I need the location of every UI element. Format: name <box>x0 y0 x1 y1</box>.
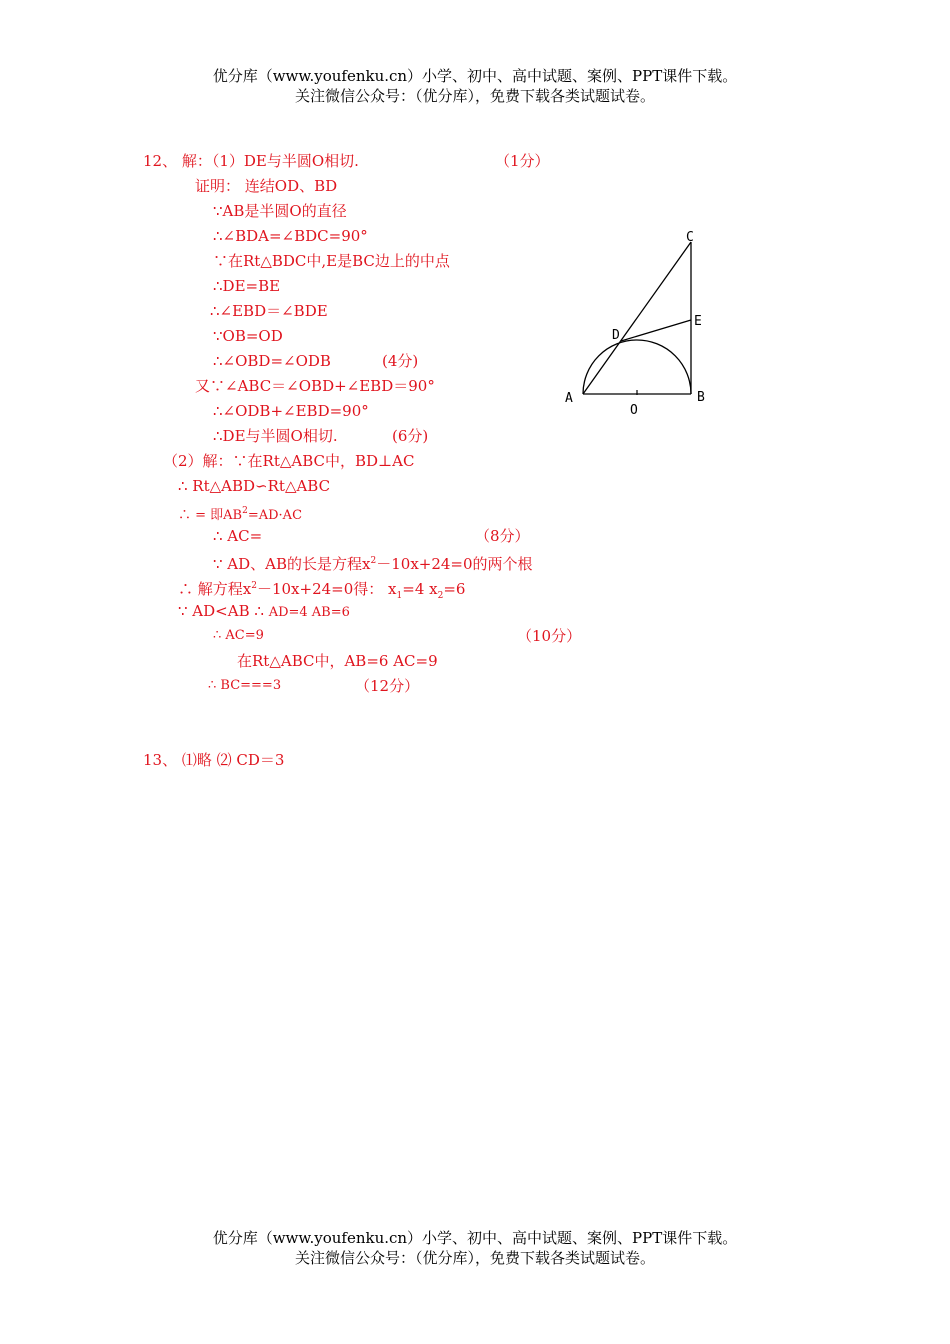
line-ac <box>583 242 691 394</box>
q12-part2-line-7-b: AD=4 AB=6 <box>268 605 350 620</box>
q12-part2-line-8-score: （10分） <box>517 627 582 645</box>
q12-line-11: ∴∠ODB+∠EBD=90° <box>213 402 369 420</box>
q12-part2-line-6-b: －10x+24=0得： x <box>256 580 397 598</box>
q12-line-7: ∴∠EBD＝∠BDE <box>210 302 328 320</box>
q12-part2-line-7-a: ∵ AD<AB ∴ <box>178 602 269 620</box>
q12-line-1-score: （1分） <box>495 152 550 170</box>
header-line-1: 优分库（www.youfenku.cn）小学、初中、高中试题、案例、PPT课件下载。 <box>212 67 738 85</box>
q12-line-2: 证明： 连结OD、BD <box>195 177 338 195</box>
label-e: E <box>694 314 702 329</box>
q12-part2-line-6-sub1: 1 <box>396 591 403 601</box>
q12-line-9: ∴∠OBD=∠ODB <box>213 352 331 370</box>
label-c: C <box>686 230 694 245</box>
q12-part2-line-5-b: －10x+24=0的两个根 <box>376 555 533 573</box>
q12-line-12: ∴DE与半圆O相切. <box>213 427 338 445</box>
label-o: O <box>630 403 638 415</box>
q12-part2-line-2: ∴ Rt△ABD∽Rt△ABC <box>178 477 331 495</box>
q12-line-1: 12、 解：（1）DE与半圆O相切. <box>143 152 359 170</box>
q12-part2-line-4-score: （8分） <box>475 527 530 545</box>
footer-line-2: 关注微信公众号：（优分库），免费下载各类试题试卷。 <box>294 1249 655 1267</box>
label-d: D <box>612 328 620 343</box>
q12-line-12-score: (6分) <box>392 427 429 445</box>
q12-part2-line-5-a: ∵ AD、AB的长是方程x <box>213 555 371 573</box>
q12-part2-line-7 <box>178 600 350 624</box>
q12-line-6: ∴DE=BE <box>213 277 281 295</box>
line-de <box>621 320 691 341</box>
q12-part2-line-6-a: ∴ 解方程x <box>178 580 252 598</box>
q12-part2-line-3-a: ∴ = 即AB <box>178 508 243 523</box>
q12-line-10: 又∵∠ABC＝∠OBD+∠EBD＝90° <box>195 377 435 395</box>
q12-part2-line-6-sup: 2 <box>251 581 257 591</box>
q12-part2-line-3-b: =AD·AC <box>247 508 303 523</box>
q12-part2-line-3 <box>178 500 302 527</box>
label-b: B <box>697 390 705 405</box>
q12-part2-line-8: ∴ AC=9 <box>213 628 264 643</box>
q12-part2-line-9: 在Rt△ABC中，AB=6 AC=9 <box>237 652 438 670</box>
footer-line-1: 优分库（www.youfenku.cn）小学、初中、高中试题、案例、PPT课件下载。 <box>212 1229 738 1247</box>
q12-part2-line-6-sub2: 2 <box>437 591 444 601</box>
header-line-2: 关注微信公众号：（优分库），免费下载各类试题试卷。 <box>294 87 655 105</box>
q12-part2-line-3-sup: 2 <box>242 506 248 516</box>
geometry-figure <box>555 225 720 415</box>
q12-part2-line-5-sup: 2 <box>370 556 377 566</box>
semicircle-arc <box>583 340 691 394</box>
q12-line-3: ∵AB是半圆O的直径 <box>213 202 347 220</box>
q12-line-5: ∵在Rt△BDC中,E是BC边上的中点 <box>213 252 450 270</box>
q12-part2-line-1: （2）解：∵在Rt△ABC中，BD⊥AC <box>163 452 415 470</box>
q12-part2-line-4: ∴ AC= <box>213 527 263 545</box>
q12-part2-line-6-c: =4 x <box>402 580 438 598</box>
q12-part2-line-5 <box>213 550 533 575</box>
q12-part2-line-10: ∴ BC===3 <box>208 678 282 693</box>
label-a: A <box>565 391 573 406</box>
q12-line-4: ∴∠BDA=∠BDC=90° <box>213 227 368 245</box>
q12-line-8: ∵OB=OD <box>213 327 283 345</box>
q12-part2-line-10-score: （12分） <box>355 677 420 695</box>
q12-part2-line-6-d: =6 <box>443 580 466 598</box>
q13-line: 13、 ⑴略 ⑵ CD＝3 <box>143 751 285 769</box>
q12-line-9-score: (4分) <box>382 352 419 370</box>
